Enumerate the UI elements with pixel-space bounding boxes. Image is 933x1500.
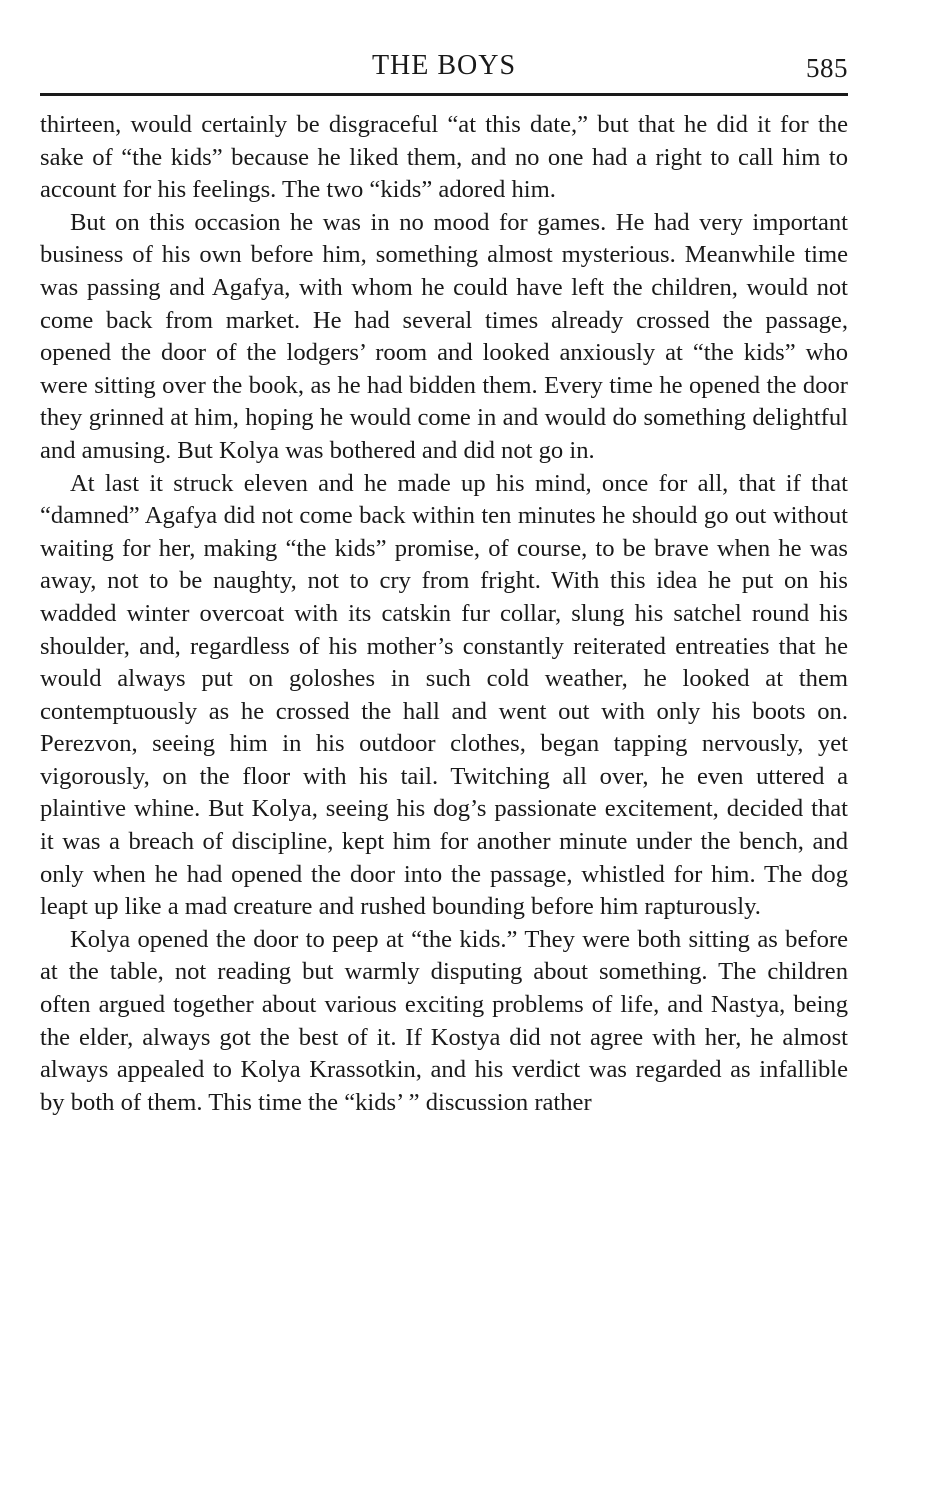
paragraph: But on this occasion he was in no mood for games. He had very important business of his own before him, something almost mysterious. Meanwhile time was passing and Agafya, with whom he could have left the children, would not come back from market. He had several times already crossed the passage, opened the door of the lodgers’ room and looked anxiously at “the kids” who were sitting over the book, as he had bidden them. Every time he opened the door they grinned at him, hoping he would come in and would do something delightful and amusing. But Kolya was bothered and did not go in. xyxy=(40,208,848,464)
body-text xyxy=(40,109,848,1119)
running-head-title: THE BOYS xyxy=(371,50,517,81)
paragraph: At last it struck eleven and he made up his mind, once for all, that if that “damned” Agafya did not come back within ten minutes he should go out without waiting for her, making “the kids” promise, of course, to be brave when he was away, not to be naughty, not to cry from fright. With this idea he put on his wadded winter overcoat with its catskin fur collar, slung his satchel round his shoulder, and, regardless of his mother’s constantly reiterated entreaties that he would always put on goloshes in such cold weather, he looked at them contemptuously as he crossed the hall and went out with only his boots on. Perezvon, seeing him in his outdoor clothes, began tapping nervously, yet vigorously, on the floor with his tail. Twitching all over, he even uttered a plaintive whine. But Kolya, seeing his dog’s passionate excitement, decided that it was a breach of discipline, kept him for another minute under the bench, and only when he had opened the door into the passage, whistled for him. The dog leapt up like a mad creature and rushed bounding before him rapturously. xyxy=(40,469,848,921)
page-number: 585 xyxy=(806,53,848,83)
paragraph-continued: thirteen, would certainly be disgraceful “at this date,” but that he did it for the sake of “the kids” because he liked them, and no one had a right to call him to account for his feelings. The two “kids” adored him. xyxy=(40,111,848,204)
paragraph: Kolya opened the door to peep at “the kids.” They were both sitting as before at the table, not reading but warmly disputing about something. The children often argued together about various exciting problems of life, and Nastya, being the elder, always got the best of it. If Kostya did not agree with her, he almost always appealed to Kolya Krassotkin, and his verdict was regarded as infallible by both of them. This time the “kids’ ” discussion rather xyxy=(40,925,848,1116)
running-head xyxy=(40,48,848,88)
header-rule xyxy=(40,93,848,96)
